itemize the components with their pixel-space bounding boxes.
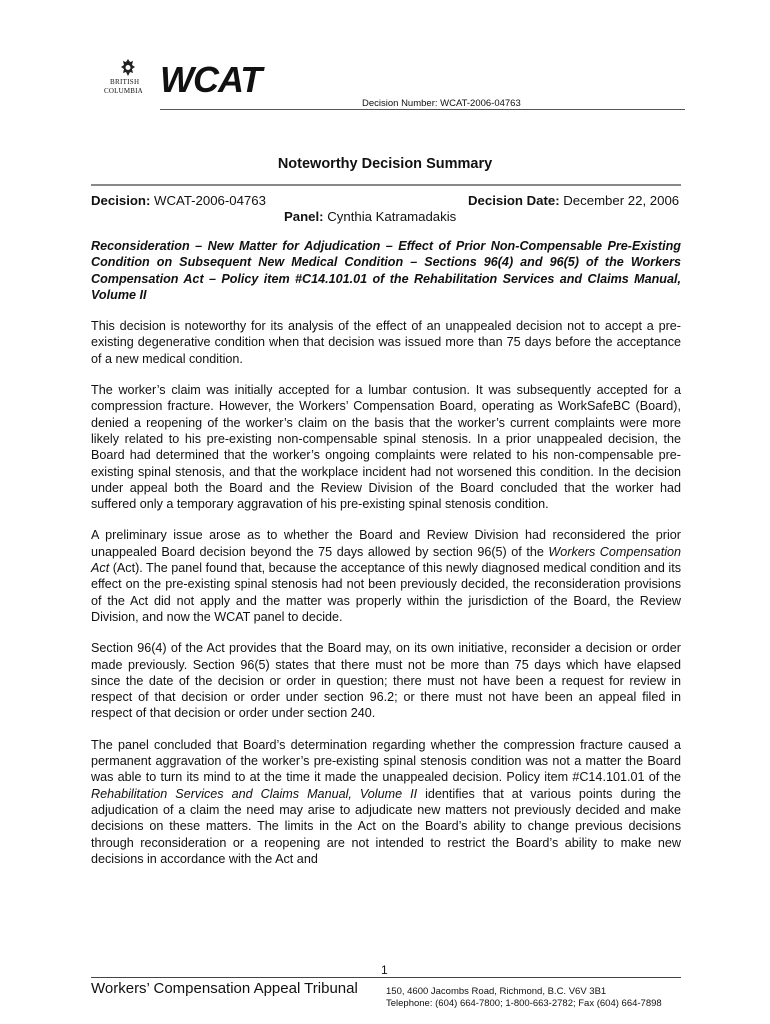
wcat-wordmark: WCAT	[160, 59, 262, 100]
summary-heading: Reconsideration – New Matter for Adjudication – Effect of Prior Non-Compensable Pre-Existing Condition on Subsequent New Medical Condition – Sections 96(4) and 96(5) of the Workers Compensation Act – Policy item #C14.101.01 of the Rehabilitation Services and Claims Manual, Volume II	[91, 239, 681, 302]
page-number: 1	[381, 963, 388, 977]
paragraph-2: The worker’s claim was initially accepted for a lumbar contusion. It was subsequently accepted for a compression fracture. However, the Workers’ Compensation Board, operating as WorkSafeBC (Board), denied a reopening of the worker’s claim on the basis that the worker’s current complaints were more likely related to his pre-existing non-compensable spinal stenosis. In a prior unappealed decision, the Board had determined that the worker’s ongoing complaints were related to his non-compensable pre-existing spinal stenosis, and that the workplace incident had not worsened this condition. In the decision under appeal both the Board and the Review Division of the Board concluded that the worker had suffered only a temporary aggravation of his pre-existing spinal stenosis condition.	[91, 383, 681, 512]
footer-divider	[91, 977, 681, 978]
decision-line	[91, 193, 266, 208]
footer-phone: Telephone: (604) 664-7800; 1-800-663-2782; Fax (604) 664-7898	[386, 998, 662, 1009]
decision-date-label: Decision Date:	[468, 193, 560, 208]
paragraph-3-text-a: A preliminary issue arose as to whether the Board and Review Division had reconsidered the prior unappealed Board decision beyond the 75 days allowed by section 96(5) of the	[91, 528, 681, 559]
paragraph-5-manual-title: Rehabilitation Services and Claims Manual, Volume II	[91, 786, 418, 801]
footer-address: 150, 4600 Jacombs Road, Richmond, B.C. V6V 3B1	[386, 986, 607, 997]
decision-number-header: Decision Number: WCAT-2006-04763	[362, 98, 521, 109]
logo-text-columbia: COLUMBIA	[104, 87, 143, 95]
paragraph-4: Section 96(4) of the Act provides that the Board may, on its own initiative, reconsider a decision or order made previously. Section 96(5) states that there must not be more than 75 days which have elapsed since the date of the decision or order in question; there must not have been a request for review in respect of that decision or order under section 96.2; or there must not have been an appeal filed in respect of that decision or order under section 240.	[91, 641, 681, 721]
decision-value: WCAT-2006-04763	[154, 193, 266, 208]
document-body	[91, 238, 681, 882]
paragraph-3	[91, 527, 681, 625]
panel-value: Cynthia Katramadakis	[327, 209, 457, 224]
paragraph-5	[91, 737, 681, 867]
footer-tribunal-name: Workers’ Compensation Appeal Tribunal	[91, 980, 358, 997]
decision-date-value: December 22, 2006	[563, 193, 680, 208]
decision-date-line	[468, 193, 679, 208]
decision-label: Decision:	[91, 193, 151, 208]
paragraph-5-text-a: The panel concluded that Board’s determination regarding whether the compression fracture caused a permanent aggravation of the worker’s pre-existing spinal stenosis condition was not a matter the Board was able to turn its mind to at the time it made the unappealed decision. Policy item #C14.101.01 of the	[91, 737, 681, 785]
paragraph-3-text-b: (Act). The panel found that, because the acceptance of this newly diagnosed medical condition and its effect on the pre-existing spinal stenosis had not been previously decided, the reconsideration provisions of the Act did not apply and the matter was properly within the jurisdiction of the Board, the Review Division, and now the WCAT panel to decide.	[91, 561, 681, 624]
header-divider	[160, 109, 685, 110]
paragraph-3-act-title: Workers Compensation Act	[91, 544, 681, 576]
panel-label: Panel:	[284, 209, 324, 224]
bc-logo	[104, 58, 154, 102]
paragraph-1: This decision is noteworthy for its analysis of the effect of an unappealed decision not to accept a pre-existing degenerative condition when that decision was issued more than 75 days before the acceptance of a new medical condition.	[91, 319, 681, 366]
crest-icon	[118, 58, 138, 78]
panel-line	[284, 209, 456, 224]
logo-text-british: BRITISH	[110, 78, 140, 86]
page-title: Noteworthy Decision Summary	[277, 156, 493, 172]
paragraph-5-text-b: identifies that at various points during the adjudication of a claim the need may arise to adjudicate new matters not previously decided and make decisions on these matters. The limits in the Act on the Board’s ability to change previous decisions through reconsideration or a reopening are not intended to restrict the Board’s ability to make new decisions in accordance with the Act and	[91, 786, 681, 866]
title-divider	[91, 184, 681, 186]
